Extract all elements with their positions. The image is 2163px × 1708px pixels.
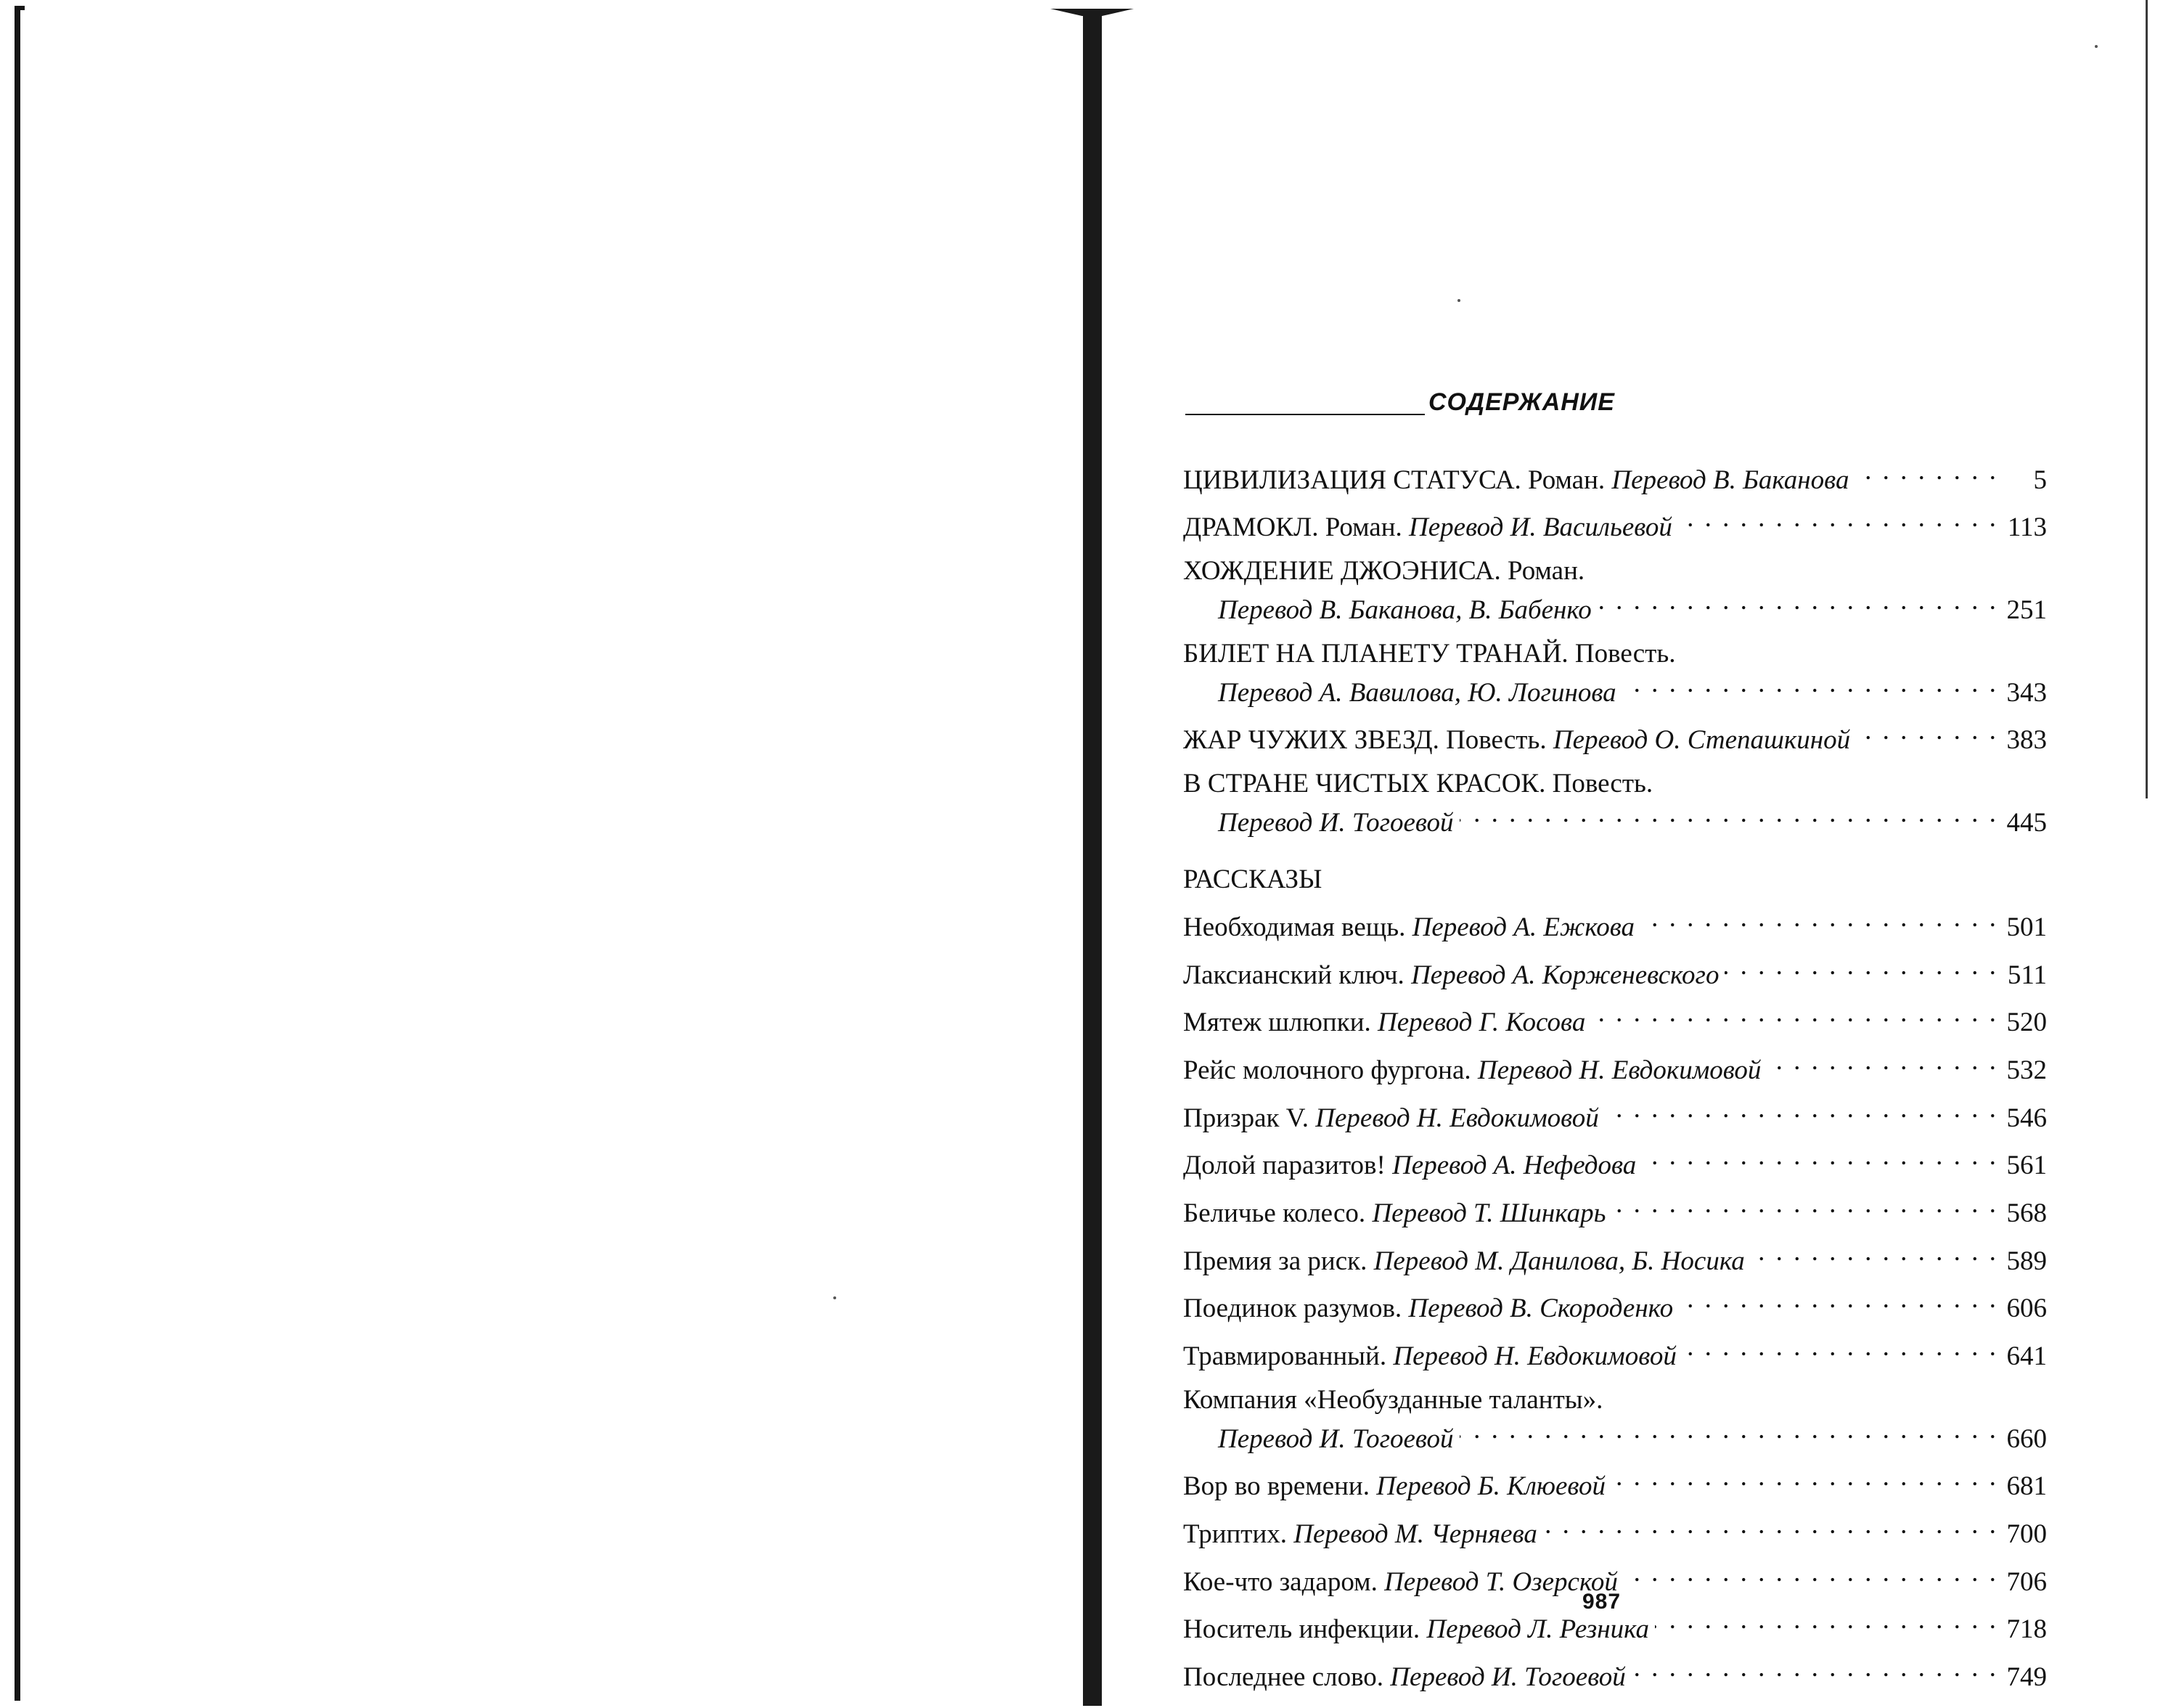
entry-line xyxy=(1183,906,2047,945)
entry-line xyxy=(1183,1466,2047,1505)
entry-line xyxy=(1183,1192,2047,1231)
toc-entry xyxy=(1183,1513,2047,1552)
entry-title-line xyxy=(1183,554,2047,589)
entry-title: Компания «Необузданные таланты». xyxy=(1183,1385,1603,1415)
entry-page-number: 5 xyxy=(2033,465,2047,495)
entry-title: Носитель инфекции. xyxy=(1183,1614,1420,1645)
entry-page-number: 511 xyxy=(2007,960,2047,990)
dot-leader xyxy=(1632,1656,1998,1685)
entry-page-number: 660 xyxy=(2006,1423,2047,1454)
scan-speck xyxy=(833,1296,836,1299)
toc-entry xyxy=(1183,719,2047,759)
toc-entry xyxy=(1183,507,2047,546)
dot-leader xyxy=(1725,954,1998,984)
entry-page-number: 700 xyxy=(2006,1519,2047,1550)
entry-title: Лаксианский ключ. xyxy=(1183,960,1404,990)
entry-line xyxy=(1183,719,2047,759)
entry-translator: Перевод И. Тогоевой xyxy=(1218,1423,1454,1454)
entry-page-number: 251 xyxy=(2006,595,2047,626)
left-page-edge xyxy=(15,6,20,1701)
left-page-edge-tick xyxy=(15,6,25,10)
toc-entry xyxy=(1183,1466,2047,1505)
toc-entry xyxy=(1183,1002,2047,1041)
entry-page-number: 501 xyxy=(2006,912,2047,942)
dot-leader xyxy=(1655,1609,1998,1638)
entry-title: Вор во времени. xyxy=(1183,1471,1370,1502)
dot-leader xyxy=(1856,719,1998,749)
entry-translator: Перевод Н. Евдокимовой xyxy=(1477,1055,1762,1085)
entry-page-number: 546 xyxy=(2006,1103,2047,1133)
entry-title: Премия за риск. xyxy=(1183,1246,1367,1276)
scan-speck xyxy=(2095,45,2098,48)
toc-entry xyxy=(1183,1192,2047,1231)
entry-title: ЖАР ЧУЖИХ ЗВЕЗД. Повесть. xyxy=(1183,725,1547,756)
entry-line xyxy=(1183,1097,2047,1136)
dot-leader xyxy=(1611,1192,1998,1222)
entry-gap xyxy=(1370,1469,1376,1504)
dot-leader xyxy=(1605,1097,1998,1127)
entry-translator: Перевод А. Корженевского xyxy=(1411,960,1720,990)
entry-gap xyxy=(1386,1148,1392,1183)
entry-title: ХОЖДЕНИЕ ДЖОЭНИСА. Роман. xyxy=(1183,556,1585,587)
entry-title-line xyxy=(1183,767,2047,801)
entry-line xyxy=(1183,1335,2047,1374)
entry-title: БИЛЕТ НА ПЛАНЕТУ ТРАНАЙ. Повесть. xyxy=(1183,639,1676,669)
right-page-edge xyxy=(2146,0,2148,798)
toc-entry xyxy=(1183,1049,2047,1088)
toc-entry xyxy=(1183,1097,2047,1136)
entry-line xyxy=(1183,1288,2047,1327)
dot-leader xyxy=(1543,1513,1998,1542)
toc-heading xyxy=(1183,385,2047,422)
table-of-contents xyxy=(1183,385,2047,1704)
toc-entry xyxy=(1183,637,2047,711)
entry-gap xyxy=(1378,1565,1384,1600)
entry-translator: Перевод Н. Евдокимовой xyxy=(1393,1341,1677,1371)
toc-entry xyxy=(1183,767,2047,841)
entry-gap xyxy=(1386,1339,1393,1374)
entry-line xyxy=(1183,954,2047,993)
entry-title: Кое-что задаром. xyxy=(1183,1566,1378,1597)
entry-translator-line xyxy=(1183,671,2047,711)
entry-page-number: 749 xyxy=(2006,1662,2047,1693)
entry-line xyxy=(1183,507,2047,546)
toc-entry xyxy=(1183,459,2047,498)
entry-gap xyxy=(1471,1053,1478,1088)
entry-line xyxy=(1183,1049,2047,1088)
toc-entry xyxy=(1183,1383,2047,1457)
toc-entry xyxy=(1183,554,2047,628)
entry-page-number: 606 xyxy=(2006,1294,2047,1324)
entry-line xyxy=(1183,1656,2047,1695)
entry-translator-line xyxy=(1183,801,2047,841)
section-label: РАССКАЗЫ xyxy=(1183,865,1322,895)
toc-title: СОДЕРЖАНИЕ xyxy=(1428,388,1615,416)
entry-title-line xyxy=(1183,1383,2047,1418)
entry-translator: Перевод О. Степашкиной xyxy=(1553,725,1851,756)
entry-translator: Перевод Н. Евдокимовой xyxy=(1315,1103,1599,1133)
entry-translator: Перевод А. Ежкова xyxy=(1412,912,1635,942)
entry-gap xyxy=(1405,910,1412,945)
entry-translator: Перевод И. Васильевой xyxy=(1409,512,1672,543)
entry-title: Поединок разумов. xyxy=(1183,1294,1402,1324)
toc-main-works xyxy=(1183,459,2047,841)
toc-entry xyxy=(1183,1240,2047,1279)
entry-page-number: 343 xyxy=(2006,677,2047,708)
entry-translator: Перевод Г. Косова xyxy=(1378,1008,1586,1038)
entry-page-number: 445 xyxy=(2006,808,2047,838)
dot-leader xyxy=(1678,507,1998,536)
heading-rule xyxy=(1185,414,1425,415)
dot-leader xyxy=(1751,1240,1998,1270)
toc-entry xyxy=(1183,1335,2047,1374)
page-number: 987 xyxy=(1582,1590,1622,1614)
entry-translator: Перевод Т. Озерской xyxy=(1384,1566,1618,1597)
entry-title: Последнее слово. xyxy=(1183,1662,1384,1693)
entry-gap xyxy=(1404,958,1411,993)
entry-translator: Перевод В. Баканова xyxy=(1611,465,1849,495)
toc-stories xyxy=(1183,906,2047,1695)
dot-leader xyxy=(1460,1418,1998,1447)
dot-leader xyxy=(1591,1002,1998,1031)
toc-entry xyxy=(1183,906,2047,945)
entry-translator-line xyxy=(1183,589,2047,628)
dot-leader xyxy=(1622,671,1998,701)
entry-gap xyxy=(1367,1244,1373,1279)
entry-translator: Перевод Т. Шинкарь xyxy=(1372,1198,1606,1228)
entry-line xyxy=(1183,1513,2047,1552)
toc-entry xyxy=(1183,1145,2047,1184)
dot-leader xyxy=(1767,1049,1998,1079)
entry-title: ДРАМОКЛ. Роман. xyxy=(1183,512,1402,543)
entry-page-number: 113 xyxy=(2007,512,2047,543)
dot-leader xyxy=(1642,1145,1998,1174)
entry-translator: Перевод М. Черняева xyxy=(1293,1519,1537,1550)
entry-gap xyxy=(1309,1101,1315,1136)
entry-page-number: 718 xyxy=(2006,1614,2047,1645)
entry-page-number: 532 xyxy=(2006,1055,2047,1085)
entry-title: Долой паразитов! xyxy=(1183,1151,1386,1181)
entry-title-line xyxy=(1183,637,2047,671)
entry-translator: Перевод А. Нефедова xyxy=(1392,1151,1637,1181)
entry-title: Триптих. xyxy=(1183,1519,1288,1550)
entry-page-number: 589 xyxy=(2006,1246,2047,1276)
entry-gap xyxy=(1402,510,1409,545)
entry-translator: Перевод И. Тогоевой xyxy=(1390,1662,1626,1693)
entry-page-number: 383 xyxy=(2006,725,2047,756)
entry-page-number: 561 xyxy=(2006,1151,2047,1181)
entry-title: Необходимая вещь. xyxy=(1183,912,1406,942)
entry-translator: Перевод В. Скороденко xyxy=(1408,1294,1674,1324)
dot-leader xyxy=(1611,1466,1998,1495)
entry-page-number: 706 xyxy=(2006,1566,2047,1597)
entry-translator-line xyxy=(1183,1418,2047,1457)
entry-title: Травмированный. xyxy=(1183,1341,1387,1371)
entry-title: Беличье колесо. xyxy=(1183,1198,1366,1228)
dot-leader xyxy=(1598,589,1998,618)
entry-title: Призрак V. xyxy=(1183,1103,1309,1133)
toc-entry xyxy=(1183,1656,2047,1695)
entry-translator: Перевод Б. Клюевой xyxy=(1376,1471,1606,1502)
entry-translator: Перевод Л. Резника xyxy=(1426,1614,1649,1645)
entry-title: Рейс молочного фургона. xyxy=(1183,1055,1471,1085)
entry-title: В СТРАНЕ ЧИСТЫХ КРАСОК. Повесть. xyxy=(1183,769,1653,799)
entry-line xyxy=(1183,459,2047,498)
dot-leader xyxy=(1460,801,1998,831)
dot-leader xyxy=(1679,1288,1998,1317)
entry-line xyxy=(1183,1240,2047,1279)
entry-title: Мятеж шлюпки. xyxy=(1183,1008,1371,1038)
entry-translator: Перевод М. Данилова, Б. Носика xyxy=(1373,1246,1745,1276)
dot-leader xyxy=(1624,1561,1998,1590)
book-spine xyxy=(1083,15,1102,1706)
entry-page-number: 681 xyxy=(2006,1471,2047,1502)
entry-title: ЦИВИЛИЗАЦИЯ СТАТУСА. Роман. xyxy=(1183,465,1606,495)
entry-translator: Перевод А. Вавилова, Ю. Логинова xyxy=(1218,677,1616,708)
entry-gap xyxy=(1287,1517,1293,1552)
entry-translator: Перевод И. Тогоевой xyxy=(1218,808,1454,838)
entry-page-number: 568 xyxy=(2006,1198,2047,1228)
entry-line xyxy=(1183,1002,2047,1041)
entry-page-number: 520 xyxy=(2006,1008,2047,1038)
entry-gap xyxy=(1371,1005,1378,1040)
entry-line xyxy=(1183,1145,2047,1184)
entry-translator: Перевод В. Баканова, В. Бабенко xyxy=(1218,595,1592,626)
toc-entry xyxy=(1183,1288,2047,1327)
entry-gap xyxy=(1547,723,1553,758)
dot-leader xyxy=(1855,459,1998,489)
entry-gap xyxy=(1605,463,1611,498)
entry-page-number: 641 xyxy=(2006,1341,2047,1371)
dot-leader xyxy=(1682,1335,1998,1365)
dot-leader xyxy=(1640,906,1998,936)
scan-speck xyxy=(1457,299,1460,302)
toc-entry xyxy=(1183,954,2047,993)
entry-gap xyxy=(1383,1660,1390,1695)
